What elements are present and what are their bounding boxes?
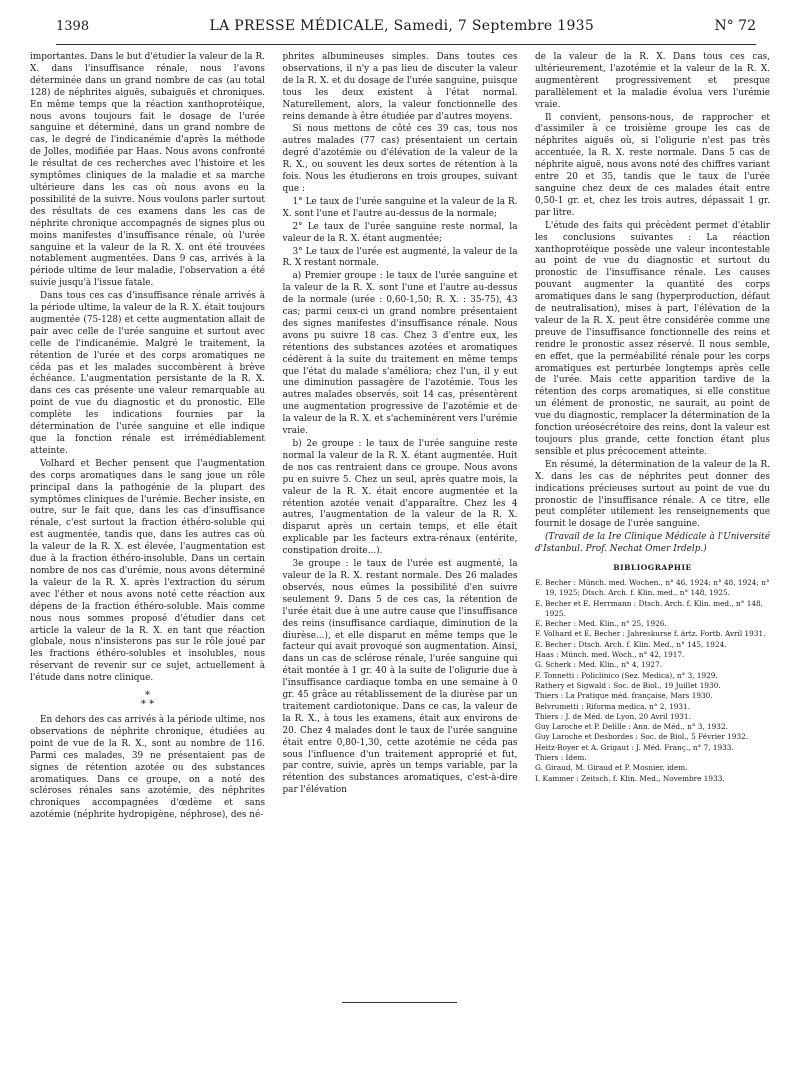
col2-paragraph: 1° Le taux de l'urée sanguine et la valeur de la R. X. sont l'une et l'autre au-dessus de la normale; (282, 196, 518, 219)
bibliography-entry: Guy Laroche et Desbordes : Soc. de Biol., 5 Février 1932. (535, 732, 749, 742)
bibliography-entry: Haas : Münch. med. Woch., n° 42, 1917. (535, 650, 685, 660)
bibliography-entry: Guy Laroche et P. Delille : Ann. de Méd., n° 3, 1932. (535, 722, 728, 732)
section-separator (30, 691, 265, 709)
col2-paragraph: 3e groupe : le taux de l'urée est augmenté, la valeur de la R. X. restant normale. Des 26 malades observés, nous eûmes la possibilité d'en suivre seulement 9. Dans 5 de ces cas, la rétention de l'urée était due à une autre cause que l'insuffisance des reins (insuffisance cardiaque, diminution de la diurèse...), et elle disparut en même temps que le facteur qui avait provoqué son augmentation. Ainsi, dans un cas de sclérose rénale, l'urée sanguine qui était montée à 1 gr. 40 à la suite de l'oligurie due à l'insuffisance cardiaque tomba en une semaine à 0 gr. 45 grâce au rétablissement de la diurèse par un traitement cardiotonique. Dans ce cas, la valeur de la R. X., à tous les examens, était aux environs de 20. Chez 4 malades dont le taux de l'urée sanguine était entre 0,80-1,30, cette azotémie ne céda pas sous l'influence d'un traitement approprié et fut, par contre, suivie, après un temps variable, par la rétention des substances aromatiques, c'est-à-dire par l'élévation (282, 559, 518, 796)
bibliography-entry: Heitz-Boyer et A. Grigaut : J. Méd. Franç., n° 7, 1933. (535, 742, 734, 752)
column-3 (535, 52, 770, 982)
page-header (56, 18, 756, 45)
bibliography-entry: Thiers : J. de Méd. de Lyon, 20 Avril 1931. (535, 711, 691, 721)
bibliography-entry: E. Becher : Med. Klin., n° 25, 1926. (535, 619, 667, 629)
bibliography-list (535, 578, 770, 784)
bibliography-entry: E. Becher : Dtsch. Arch. f. Klin. Med., n° 145, 1924. (535, 639, 727, 649)
journal-title: LA PRESSE MÉDICALE, Samedi, 7 Septembre 1935 (209, 18, 595, 34)
col1-paragraph: Volhard et Becher pensent que l'augmentation des corps aromatiques dans le sang joue un rôle principal dans la pathogénie de la plupart des symptômes cliniques de l'urémie. Becher insiste, en outre, sur le fait que, dans les cas d'insuffisance rénale, c'est surtout la fraction éthéro-soluble qui est augmentée, tandis que, dans les autres cas où la valeur de la R. X. est élevée, l'augmentation est due à la fraction éthéro-insoluble. Dans un certain nombre de nos cas d'urémie, nous avons déterminé la valeur de la R. X. après l'extraction du sérum avec l'éther et nous avons noté cette réaction aux dépens de la fraction éthéro-soluble. Mais comme nous nous sommes proposé d'étudier dans cet article la valeur de la R. X. en tant que réaction globale, nous n'insisterons pas sur le rôle joué par les fractions éthéro-solubles et insolubles, nous réservant de revenir sur ce sujet, actuellement à l'étude dans notre clinique. (30, 458, 265, 684)
bibliography-entry: G. Scherk : Med. Klin., n° 4, 1927. (535, 660, 663, 670)
footer-rule (342, 1002, 457, 1003)
bibliography-entry: Rathery et Sigwald : Soc. de Biol., 19 Juillet 1930. (535, 680, 721, 690)
bibliography-entry: Thiers : La Pratique méd. française, Mars 1930. (535, 691, 713, 701)
article-body (30, 52, 770, 982)
bibliography-entry: E. Becher et E. Herrmann : Dtsch. Arch. f. Klin. med., n° 148, 1925. (535, 598, 763, 618)
col3-paragraph: L'étude des faits qui précèdent permet d'établir les conclusions suivantes : La réaction xanthoprotéique possède une valeur incontestable au point de vue du diagnostic et surtout du pronostic de l'insuffisance rénale. Les causes pouvant augmenter la quantité des corps aromatiques dans le sang (hyperproduction, défaut de neutralisation), mises à part, l'élévation de la valeur de la R. X. peut être considérée comme une preuve de l'insuffisance fonctionnelle des reins et rendre le pronostic assez réservé. Il nous semble, en effet, que la perméabilité rénale pour les corps aromatiques est perturbée longtemps après celle de l'urée. Mais cette apparition tardive de la rétention des corps aromatiques, si elle constitue un élément de pronostic, ne saurait, au point de vue du diagnostic, remplacer la détermination de la fonction uréosécrétoire des reins, dont la valeur est toujours plus grande, cette fonction étant plus sensible et plus précocement atteinte. (535, 220, 770, 457)
issue-number: N° 72 (714, 18, 756, 34)
col1-paragraph: Dans tous ces cas d'insuffisance rénale arrivés à la période ultime, la valeur de la R. X. était toujours augmentée (75-128) et cette augmentation allait de pair avec celle de l'urée sanguine et surtout avec celle de l'indicanémie. Malgré le traitement, la rétention de l'urée et des corps aromatiques ne céda pas et les malades succombèrent à brève échéance. L'augmentation persistante de la R. X. dans ces cas présente une valeur remarquable au point de vue du diagnostic et du pronostic. Elle complète les indications fournies par la détermination de l'urée sanguine et elle indique que la fonction rénale est irrémédiablement atteinte. (30, 291, 265, 456)
bibliography-entry: Thiers : Idem. (535, 753, 587, 763)
bibliography-title: BIBLIOGRAPHIE (613, 563, 692, 573)
col2-paragraph: Si nous mettons de côté ces 39 cas, tous nos autres malades (77 cas) présentaient un certain degré d'azotémie ou d'élévation de la valeur de la R. X., ou souvent les deux sortes de rétention à la fois. Nous les étudierons en trois groupes, suivant que : (282, 124, 518, 194)
col3-paragraph: Il convient, pensons-nous, de rapprocher et d'assimiler à ce troisième groupe les cas de néphrites aiguës où, si l'oligurie n'est pas très accentuée, la R. X. reste normale. Dans 5 cas de néphrite aiguë, nous avons noté des chiffres variant entre 20 et 35, tandis que le taux de l'urée sanguine chez deux de ces malades était entre 0,50-1 gr. et, chez les trois autres, dépassait 1 gr. par litre. (535, 112, 770, 218)
column-2 (283, 52, 518, 982)
separator-star-bottom: * * (140, 699, 155, 711)
author-credit: (Travail de la Ire Clinique Médicale à l'Université d'Istanbul. Prof. Nechat Omer Irdelp.) (535, 532, 770, 555)
col1-paragraph: importantes. Dans le but d'étudier la valeur de la R. X. dans l'insuffisance rénale, nous l'avons déterminée dans un grand nombre de cas (au total 128) de néphrites aiguës, subaiguës et chroniques. En même temps que la réaction xanthoprotéique, nous avons toujours fait le dosage de l'urée sanguine et déterminé, dans un grand nombre de cas, le degré de l'indicanémie d'après la méthode de Jolles, modifiée par Haas. Nous avons confronté le résultat de ces recherches avec l'histoire et les symptômes cliniques de la maladie et sa marche ultérieure dans les cas où nous avons eu la possibilité de la suivre. Nous voulons parler surtout des résultats de ces examens dans les cas de néphrite chronique accompagnés de signes plus ou moins manifestes d'insuffisance rénale, où l'urée sanguine et la valeur de la R. X. ont été trouvées notablement augmentées. Dans 9 cas, arrivés à la période ultime de leur maladie, l'observation a été suivie jusqu'à l'issue fatale. (30, 52, 265, 289)
bibliography-entry: E. Becher : Münch. med. Wochen., n° 46, 1924; n° 48, 1924; n° 19, 1925; Dtsch. Arch. f. Klin. med., n° 148, 1925. (535, 577, 770, 598)
col3-paragraph: En résumé, la détermination de la valeur de la R. X. dans les cas de néphrites peut donner des indications précieuses surtout au point de vue du pronostic de l'insuffisance rénale. A ce titre, elle peut compléter utilement les renseignements que fournit le dosage de l'urée sanguine. (535, 459, 770, 530)
col2-paragraph: b) 2e groupe : le taux de l'urée sanguine reste normal la valeur de la R. X. étant augmentée. Huit de nos cas rentraient dans ce groupe. Nous avons pu en suivre 5. Chez un seul, après quatre mois, la valeur de la R. X. était encore augmentée et la rétention azotée venait d'apparaître. Chez les 4 autres, l'augmentation de la valeur de la R. X. disparut après un certain temps, et elle était explicable par les facteurs extra-rénaux (entérite, constipation droite...). (282, 439, 518, 557)
col2-paragraph: 2° Le taux de l'urée sanguine reste normal, la valeur de la R. X. étant augmentée; (282, 221, 518, 244)
col3-paragraph: de la valeur de la R. X. Dans tous ces cas, ultérieurement, l'azotémie et la valeur de la R. X. augmentèrent progressivement et presque parallèlement et la maladie évolua vers l'urémie vraie. (535, 52, 770, 110)
bibliography-entry: Belvrumetti : Riforma medica, n° 2, 1931. (535, 701, 691, 711)
separator-star-top: * (145, 690, 150, 702)
page-number: 1398 (56, 19, 90, 34)
bibliography-entry: I. Kammer : Zeitsch. f. Klin. Med., Novembre 1933. (535, 773, 725, 783)
col2-paragraph: a) Premier groupe : le taux de l'urée sanguine et la valeur de la R. X. sont l'une et l'autre au-dessus de la normale (urée : 0,60-1,50; R. X. : 35-75), 43 cas; parmi ceux-ci un grand nombre présentaient des signes manifestes d'insuffisance rénale. Nous avons pu suivre 18 cas. Chez 3 d'entre eux, les rétentions des substances azotées et aromatiques cédèrent à la suite du traitement en même temps que l'état du malade s'améliora; chez l'un, il y eut une diminution passagère de l'azotémie. Tous les autres malades observés, soit 14 cas, présentèrent une augmentation progressive de l'azotémie et de la valeur de la R. X. et s'acheminèrent vers l'urémie vraie. (282, 271, 518, 437)
bibliography-entry: G. Giraud, M. Giraud et P. Mosnier, idem. (535, 763, 688, 773)
bibliography-entry: F. Volhard et E. Becher : Jahreskurse f. ärtz. Fortb. Avril 1931. (535, 629, 766, 639)
col2-paragraph: 3° Le taux de l'urée est augmenté, la valeur de la R. X restant normale. (282, 246, 518, 269)
col2-paragraph: phrites albumineuses simples. Dans toutes ces observations, il n'y a pas lieu de discuter la valeur de la R. X. et du dosage de l'urée sanguine, puisque tous les deux existent à l'état normal. Naturellement, alors, la valeur fonctionnelle des reins demande à être étudiée par d'autres moyens. (282, 52, 518, 122)
bibliography-entry: F. Tonnetti : Policlinico (Sez. Medica), n° 3, 1929. (535, 670, 718, 680)
column-1 (30, 52, 265, 982)
col1-paragraph: En dehors des cas arrivés à la période ultime, nos observations de néphrite chronique, étudiées au point de vue de la R. X., sont au nombre de 116. Parmi ces malades, 39 ne présentaient pas de signes de rétention azotée ou des substances aromatiques. Dans ce groupe, on a noté des scléroses rénales sans azotémie, des néphrites chroniques accompagnées d'œdème et sans azotémie (néphrite hydropigène, néphrose), des né- (30, 715, 265, 821)
